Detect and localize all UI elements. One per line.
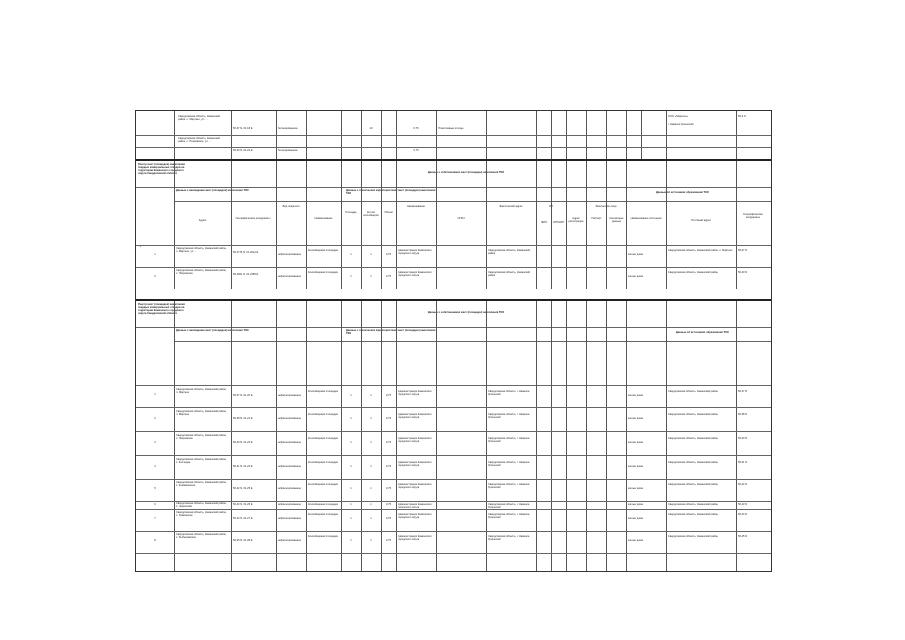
section-1-col-legal: Наименование	[407, 205, 425, 208]
section-1-location-header: Данные о нахождении мест (площадок) накопления ТКО	[176, 189, 249, 192]
s1-row-1-count: 1	[370, 253, 372, 256]
s2-row-4-address: Свердловская область, Каменский район, с. Колчедан	[176, 458, 227, 465]
s2-row-7-geo: 56,44 N	[738, 513, 748, 516]
section-1-col-coords: Географические координаты	[235, 217, 271, 220]
s2-row-3-src: жилые дома	[628, 441, 643, 444]
section-1-col-contact: Контактные данные	[609, 217, 624, 224]
s1-row-1-mail: Свердловская область, Каменский район, п. Мартюш	[668, 249, 733, 252]
s2-row-3-coords: 56.40 N, 61.23 E	[233, 441, 253, 444]
section-1-col-pass: Паспорт	[591, 217, 602, 220]
s1-row-1-legal: Администрация Каменского городского округа	[398, 249, 432, 256]
s2-row-1-coords: 56.37 N, 61.20 E	[233, 394, 253, 397]
s2-row-7-fact: Свердловская область, г. Каменск-Уральский	[488, 513, 530, 520]
s1-row-1-fact: Свердловская область, Каменский район	[488, 249, 530, 256]
s2-row-8-mail: Свердловская область, Каменский район	[668, 535, 718, 538]
section-1-row-index: 1	[140, 245, 142, 248]
s2-row-2-name: Контейнерная площадка	[308, 413, 338, 416]
top-row-1-owner-addr: г. Каменск-Уральский	[668, 123, 694, 126]
s2-row-7-area: 1	[350, 517, 352, 520]
s2-row-8-fact: Свердловская область, г. Каменск-Уральский	[488, 535, 530, 542]
top-row-2-address: Свердловская область, Каменский район, с. Покровское, ул. ...	[178, 137, 220, 144]
s2-row-5-name: Контейнерная площадка	[308, 483, 338, 486]
s2-row-3-geo: 56,40 N	[738, 437, 748, 440]
section-1-col-fiz: Физические лица	[595, 205, 617, 208]
s2-row-5-src: жилые дома	[628, 487, 643, 490]
section-1-col-area: Площадь	[345, 211, 357, 214]
top-row-1-col1: 10	[369, 127, 373, 130]
section-1-region-title: Реестр мест (площадок) накопления твердых коммунальных отходов на территории Каменского городского округа Свердловской области	[138, 163, 185, 176]
s1-row-1-area: 1	[350, 253, 352, 256]
section-1-col-fio: ФИО	[541, 221, 547, 224]
s2-row-1-count: 1	[370, 394, 372, 397]
s2-row-4-count: 1	[370, 465, 372, 468]
s2-row-6-count: 1	[370, 503, 372, 506]
s1-row-1-surface: асфальтированное	[278, 253, 302, 256]
section-1-col-volume: Объем	[384, 211, 393, 214]
s2-row-6-address: Свердловская область, Каменский район, с. Черемхово	[176, 502, 227, 508]
s2-row-7-num: 7	[154, 517, 156, 520]
section-1-col-mail: Почтовый адрес	[691, 219, 711, 222]
s2-row-4-mail: Свердловская область, Каменский район	[668, 461, 718, 464]
top-row-2-coords: 56.40 N, 61.22 E	[233, 149, 253, 152]
s2-row-4-fact: Свердловская область, г. Каменск-Уральский	[488, 461, 530, 468]
s2-row-8-area: 1	[350, 539, 352, 542]
s1-row-1-address: Свердловская область, Каменский район, п. Мартюш, ул. ...	[176, 247, 227, 254]
section-2-title: Данные о собственниках мест (площадок) накопления ТКО	[427, 311, 505, 314]
s2-row-4-volume: 0,75	[385, 465, 392, 468]
s2-row-1-volume: 0,75	[385, 394, 392, 397]
s1-row-1-src: жилые дома	[628, 253, 643, 256]
s2-row-1-legal: Администрация Каменского городского округа	[398, 390, 432, 397]
spreadsheet-page	[135, 110, 772, 572]
s2-row-4-surface: асфальтированное	[278, 465, 302, 468]
section-2-sources-header: Данные об источниках образования ТКО	[676, 331, 729, 334]
s2-row-2-mail: Свердловская область, Каменский район	[668, 413, 718, 416]
s2-row-5-geo: 56,42 N	[738, 483, 748, 486]
s1-row-2-name: Контейнерная площадка	[308, 271, 338, 274]
s1-row-1-name: Контейнерная площадка	[308, 249, 338, 252]
top-row-2-type: бетонированное	[278, 149, 298, 152]
s2-row-7-count: 1	[370, 517, 372, 520]
s2-row-8-count: 1	[370, 539, 372, 542]
section-1-col-fact: Фактический адрес	[499, 205, 523, 208]
section-1	[136, 159, 771, 289]
s2-row-4-geo: 56,41 N	[738, 461, 748, 464]
s2-row-5-legal: Администрация Каменского городского округа	[398, 483, 432, 490]
s2-row-1-surface: асфальтированное	[278, 394, 302, 397]
s2-row-3-fact: Свердловская область, г. Каменск-Уральский	[488, 437, 530, 444]
section-2-tech-header: Данные о технических характеристиках мест (площадок) накопления ТКО	[346, 329, 436, 336]
s2-row-2-fact: Свердловская область, г. Каменск-Уральский	[488, 413, 530, 420]
s1-row-2-coords: 56.4061 N, 61.2355 E	[233, 273, 259, 276]
s2-row-3-count: 1	[370, 441, 372, 444]
s2-row-5-num: 5	[154, 487, 156, 490]
s2-row-6-mail: Свердловская область, Каменский район	[668, 503, 718, 506]
s2-row-2-src: жилые дома	[628, 417, 643, 420]
s2-row-6-geo: 56,43 N	[738, 503, 748, 506]
s2-row-3-volume: 0,75	[385, 441, 392, 444]
s2-row-2-num: 2	[154, 417, 156, 420]
s2-row-8-address: Свердловская область, Каменский район, с. Рыбниковское	[176, 533, 227, 540]
s1-row-1-coords: 56.3775 N, 61.2012 E	[233, 251, 259, 254]
s2-row-2-count: 1	[370, 417, 372, 420]
s2-row-7-legal: Администрация Каменского городского округа	[398, 513, 432, 520]
s2-row-2-legal: Администрация Каменского городского округа	[398, 413, 432, 420]
s2-row-7-name: Контейнерная площадка	[308, 513, 338, 516]
s1-row-1-geo: 56,37 N	[738, 249, 748, 252]
s2-row-7-surface: асфальтированное	[278, 517, 302, 520]
s2-row-6-fact: Свердловская область, г. Каменск-Уральский	[488, 503, 530, 508]
section-1-col-address: Адрес	[198, 219, 207, 222]
s2-row-2-geo: 56,38 N	[738, 413, 748, 416]
top-row-1-address: Свердловская область, Каменский район, п. Мартюш, ул. ...	[178, 115, 220, 122]
s1-row-2-geo: 56,40 N	[738, 271, 748, 274]
s2-row-3-mail: Свердловская область, Каменский район	[668, 437, 718, 440]
s2-row-5-address: Свердловская область, Каменский район, с. Клевакинское	[176, 481, 227, 488]
s2-row-4-coords: 56.41 N, 61.24 E	[233, 465, 253, 468]
s2-row-6-coords: 56.43 N, 61.26 E	[233, 503, 253, 506]
s1-row-2-area: 1	[350, 275, 352, 278]
top-row-1-extra: 56,3 N	[738, 115, 746, 118]
s2-row-2-volume: 0,75	[385, 417, 392, 420]
s2-row-6-legal: Администрация Каменского городского округа	[398, 503, 432, 508]
s1-row-2-fact: Свердловская область, Каменский район	[488, 271, 530, 278]
s1-row-2-legal: Администрация Каменского городского округа	[398, 271, 432, 278]
s2-row-1-mail: Свердловская область, Каменский район	[668, 390, 718, 393]
s1-row-2-address: Свердловская область, Каменский район, с. Покровское	[176, 269, 227, 276]
s2-row-4-num: 4	[154, 465, 156, 468]
section-1-title: Данные о собственниках мест (площадок) накопления ТКО	[427, 171, 505, 174]
s2-row-4-area: 1	[350, 465, 352, 468]
s2-row-2-address: Свердловская область, Каменский район, п. Мартюш	[176, 410, 227, 417]
section-1-col-ip: ИП	[549, 205, 553, 208]
s2-row-8-coords: 56.45 N, 61.28 E	[233, 539, 253, 542]
s1-row-2-mail: Свердловская область, Каменский район	[668, 271, 718, 274]
section-1-col-surface: Вид покрытия	[282, 205, 300, 208]
s1-row-2-count: 1	[370, 275, 372, 278]
s2-row-4-src: жилые дома	[628, 465, 643, 468]
section-1-col-reg: Адрес регистрации	[568, 217, 584, 224]
s2-row-3-legal: Администрация Каменского городского округа	[398, 437, 432, 444]
s2-row-5-coords: 56.42 N, 61.25 E	[233, 487, 253, 490]
s2-row-8-legal: Администрация Каменского городского округа	[398, 535, 432, 542]
section-1-col-name: Наименование	[314, 217, 333, 220]
s1-row-2-surface: асфальтированное	[278, 275, 302, 278]
s2-row-8-volume: 0,75	[385, 539, 392, 542]
section-1-col-ogrnip: ОГРНИП	[553, 221, 564, 224]
s2-row-1-area: 1	[350, 394, 352, 397]
top-row-1-type: бетонированное	[278, 127, 298, 130]
s2-row-3-area: 1	[350, 441, 352, 444]
s2-row-5-mail: Свердловская область, Каменский район	[668, 483, 718, 486]
top-row-1-waste: Пластиковые отходы	[438, 127, 464, 130]
s2-row-1-address: Свердловская область, Каменский район, п. Мартюш	[176, 388, 227, 395]
top-block	[136, 111, 771, 159]
s2-row-6-num: 6	[154, 503, 156, 506]
section-2	[136, 299, 771, 571]
s2-row-8-name: Контейнерная площадка	[308, 535, 338, 538]
s2-row-5-volume: 0,75	[385, 487, 392, 490]
s1-row-1-volume: 0,75	[385, 253, 392, 256]
s2-row-6-area: 1	[350, 503, 352, 506]
s2-row-8-src: жилые дома	[628, 539, 643, 542]
top-row-1-col3: 0,75	[413, 127, 419, 130]
section-2-location-header: Данные о нахождении мест (площадок) накопления ТКО	[176, 329, 249, 332]
s2-row-6-surface: асфальтированное	[278, 503, 302, 506]
s2-row-1-geo: 56,37 N	[738, 390, 748, 393]
section-2-region-title: Реестр мест (площадок) накопления твердых коммунальных отходов на территории Каменского городского округа Свердловской области	[138, 303, 185, 316]
s1-row-2-src: жилые дома	[628, 275, 643, 278]
section-1-tech-header: Данные о технических характеристиках мест (площадок) накопления ТКО	[346, 189, 436, 196]
s2-row-2-area: 1	[350, 417, 352, 420]
section-1-col-ogrn: ОГРН	[457, 217, 465, 220]
top-row-2-col3: 0,75	[413, 149, 419, 152]
s1-row-2-volume: 0,75	[385, 275, 392, 278]
s2-row-3-address: Свердловская область, Каменский район, с. Покровское	[176, 434, 227, 441]
s2-row-7-address: Свердловская область, Каменский район, с. Травянское	[176, 511, 227, 518]
s2-row-6-name: Контейнерная площадка	[308, 503, 338, 506]
s1-row-1-num: 1	[154, 253, 156, 256]
section-1-sources-header: Данные об источниках образования ТКО	[656, 191, 709, 194]
s2-row-1-src: жилые дома	[628, 394, 643, 397]
s2-row-7-coords: 56.44 N, 61.27 E	[233, 517, 253, 520]
s2-row-7-mail: Свердловская область, Каменский район	[668, 513, 718, 516]
s1-row-2-num: 2	[154, 275, 156, 278]
s2-row-3-num: 3	[154, 441, 156, 444]
top-row-1-owner: ООО «Мартюш»	[668, 115, 688, 118]
s2-row-4-name: Контейнерная площадка	[308, 461, 338, 464]
top-row-1-coords: 56.37 N, 61.18 E	[233, 127, 253, 130]
s2-row-7-src: жилые дома	[628, 517, 643, 520]
s2-row-1-fact: Свердловская область, г. Каменск-Уральский	[488, 390, 530, 397]
section-1-col-geo: Географические координаты	[743, 213, 763, 220]
section-1-col-src: Наименование источника	[630, 217, 662, 220]
s2-row-7-volume: 0,75	[385, 517, 392, 520]
s2-row-5-area: 1	[350, 487, 352, 490]
s2-row-8-num: 8	[154, 539, 156, 542]
s2-row-2-coords: 56.38 N, 61.21 E	[233, 417, 253, 420]
section-1-col-count: Кол-во контейнеров	[363, 211, 379, 218]
s2-row-3-surface: асфальтированное	[278, 441, 302, 444]
s2-row-2-surface: асфальтированное	[278, 417, 302, 420]
s2-row-1-num: 1	[154, 393, 156, 396]
s2-row-8-surface: асфальтированное	[278, 539, 302, 542]
s2-row-5-fact: Свердловская область, г. Каменск-Уральский	[488, 483, 530, 490]
s2-row-3-name: Контейнерная площадка	[308, 437, 338, 440]
s2-row-4-legal: Администрация Каменского городского округа	[398, 461, 432, 468]
s2-row-5-surface: асфальтированное	[278, 487, 302, 490]
s2-row-6-volume: 0,75	[385, 503, 392, 506]
s2-row-5-count: 1	[370, 487, 372, 490]
s2-row-8-geo: 56,45 N	[738, 535, 748, 538]
s2-row-6-src: жилые дома	[628, 503, 643, 506]
s2-row-1-name: Контейнерная площадка	[308, 390, 338, 393]
